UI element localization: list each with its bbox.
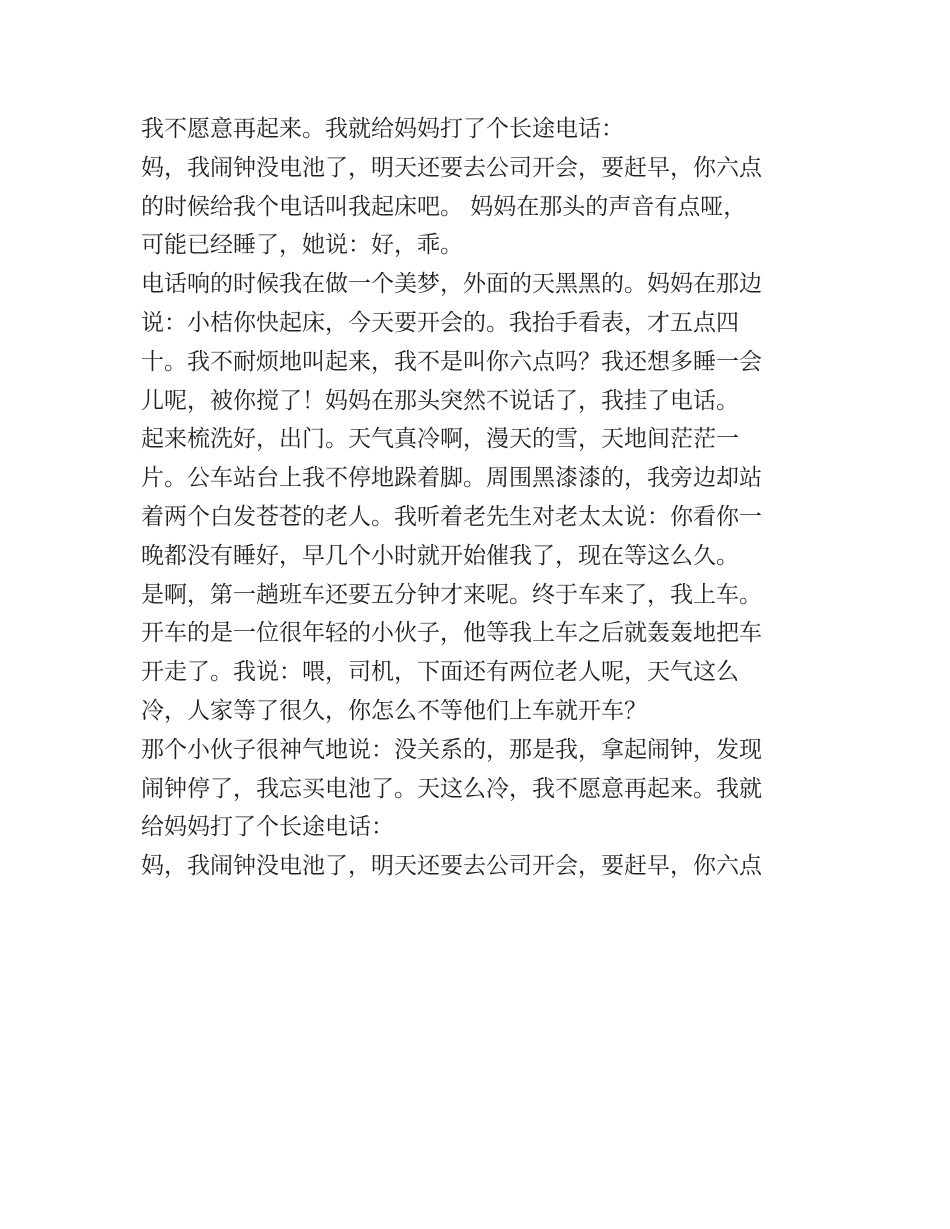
text-line: 可能已经睡了，她说：好，乖。 <box>141 232 463 259</box>
text-line: 是啊，第一趟班车还要五分钟才来呢。终于车来了，我上车。 <box>141 581 762 608</box>
text-line: 给妈妈打了个长途电话： <box>141 814 394 841</box>
text-line: 那个小伙子很神气地说：没关系的，那是我，拿起闹钟，发现 <box>141 736 762 763</box>
text-line: 开车的是一位很年轻的小伙子，他等我上车之后就轰轰地把车 <box>141 620 762 647</box>
text-line: 闹钟停了，我忘买电池了。天这么冷，我不愿意再起来。我就 <box>141 775 762 802</box>
text-line: 开走了。我说：喂，司机，下面还有两位老人呢，天气这么 <box>141 659 739 686</box>
text-line: 说：小桔你快起床，今天要开会的。我抬手看表，才五点四 <box>141 309 739 336</box>
text-line: 冷，人家等了很久，你怎么不等他们上车就开车？ <box>141 697 647 724</box>
text-line: 着两个白发苍苍的老人。我听着老先生对老太太说：你看你一 <box>141 503 762 530</box>
text-line: 十。我不耐烦地叫起来，我不是叫你六点吗？我还想多睡一会 <box>141 348 762 375</box>
text-line: 的时候给我个电话叫我起床吧。 妈妈在那头的声音有点哑， <box>141 193 747 220</box>
text-line: 起来梳洗好，出门。天气真冷啊，漫天的雪，天地间茫茫一 <box>141 426 739 453</box>
story-text <box>141 110 821 886</box>
text-line: 晚都没有睡好，早几个小时就开始催我了，现在等这么久。 <box>141 542 739 569</box>
text-line: 妈，我闹钟没电池了，明天还要去公司开会，要赶早，你六点 <box>141 853 762 880</box>
text-line: 我不愿意再起来。我就给妈妈打了个长途电话： <box>141 116 624 142</box>
text-line: 片。公车站台上我不停地跺着脚。周围黑漆漆的，我旁边却站 <box>141 465 762 492</box>
text-line: 电话响的时候我在做一个美梦，外面的天黑黑的。妈妈在那边 <box>141 271 762 298</box>
text-line: 妈，我闹钟没电池了，明天还要去公司开会，要赶早，你六点 <box>141 154 762 181</box>
text-line: 儿呢，被你搅了！妈妈在那头突然不说话了，我挂了电话。 <box>141 387 739 414</box>
